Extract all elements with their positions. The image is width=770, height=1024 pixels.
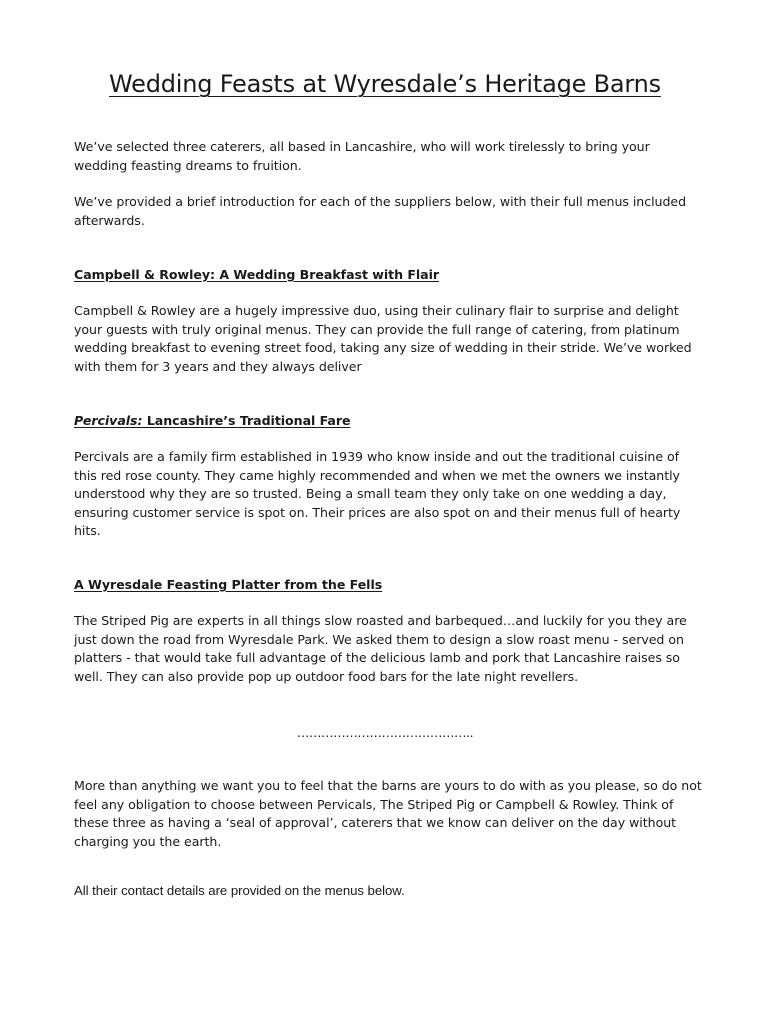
closing-line: All their contact details are provided on the menus below. xyxy=(74,883,405,898)
section-heading-striped-pig-text: A Wyresdale Feasting Platter from the Fells xyxy=(74,577,383,592)
document-title: Wedding Feasts at Wyresdale’s Heritage Barns xyxy=(109,70,661,98)
conclusion-paragraph: More than anything we want you to feel that the barns are yours to do with as you please, so do not feel any obligation to choose between Pervicals, The Striped Pig or Campbell & Rowley. Think of these three as having a ‘seal of approval’, caterers that we know can deliver on the day without charging you the earth. xyxy=(74,778,702,849)
dotted-separator: …………………………………….. xyxy=(296,725,474,740)
section-heading-campbell-rowley xyxy=(74,266,704,285)
section-heading-campbell-rowley-text: Campbell & Rowley: A Wedding Breakfast with Flair xyxy=(74,267,440,282)
section-heading-percivals xyxy=(74,412,704,431)
section-body-striped-pig: The Striped Pig are experts in all things slow roasted and barbequed…and luckily for you they are just down the road from Wyresdale Park. We asked them to design a slow roast menu - served on platters - that would take full advantage of the delicious lamb and pork that Lancashire raises so well. They can also provide pop up outdoor food bars for the late night revellers. xyxy=(74,613,687,684)
section-heading-percivals-text: Lancashire’s Traditional Fare xyxy=(142,413,351,428)
section-heading-striped-pig xyxy=(74,576,704,595)
intro-paragraph-2: We’ve provided a brief introduction for each of the suppliers below, with their full menus included afterwards. xyxy=(74,194,687,228)
section-heading-percivals-italic: Percivals: xyxy=(74,413,143,428)
section-body-percivals: Percivals are a family firm established in 1939 who know inside and out the traditional cuisine of this red rose county. They came highly recommended and when we met the owners we instantly understood why they are so trusted. Being a small team they only take on one wedding a day, ensuring customer service is spot on. Their prices are also spot on and their menus full of hearty hits. xyxy=(74,449,681,538)
section-body-campbell-rowley: Campbell & Rowley are a hugely impressive duo, using their culinary flair to surprise and delight your guests with truly original menus. They can provide the full range of catering, from platinum wedding breakfast to evening street food, taking any size of wedding in their stride. We’ve worked with them for 3 years and they always deliver xyxy=(74,303,692,374)
intro-paragraph-1: We’ve selected three caterers, all based in Lancashire, who will work tirelessly to bring your wedding feasting dreams to fruition. xyxy=(74,139,650,173)
